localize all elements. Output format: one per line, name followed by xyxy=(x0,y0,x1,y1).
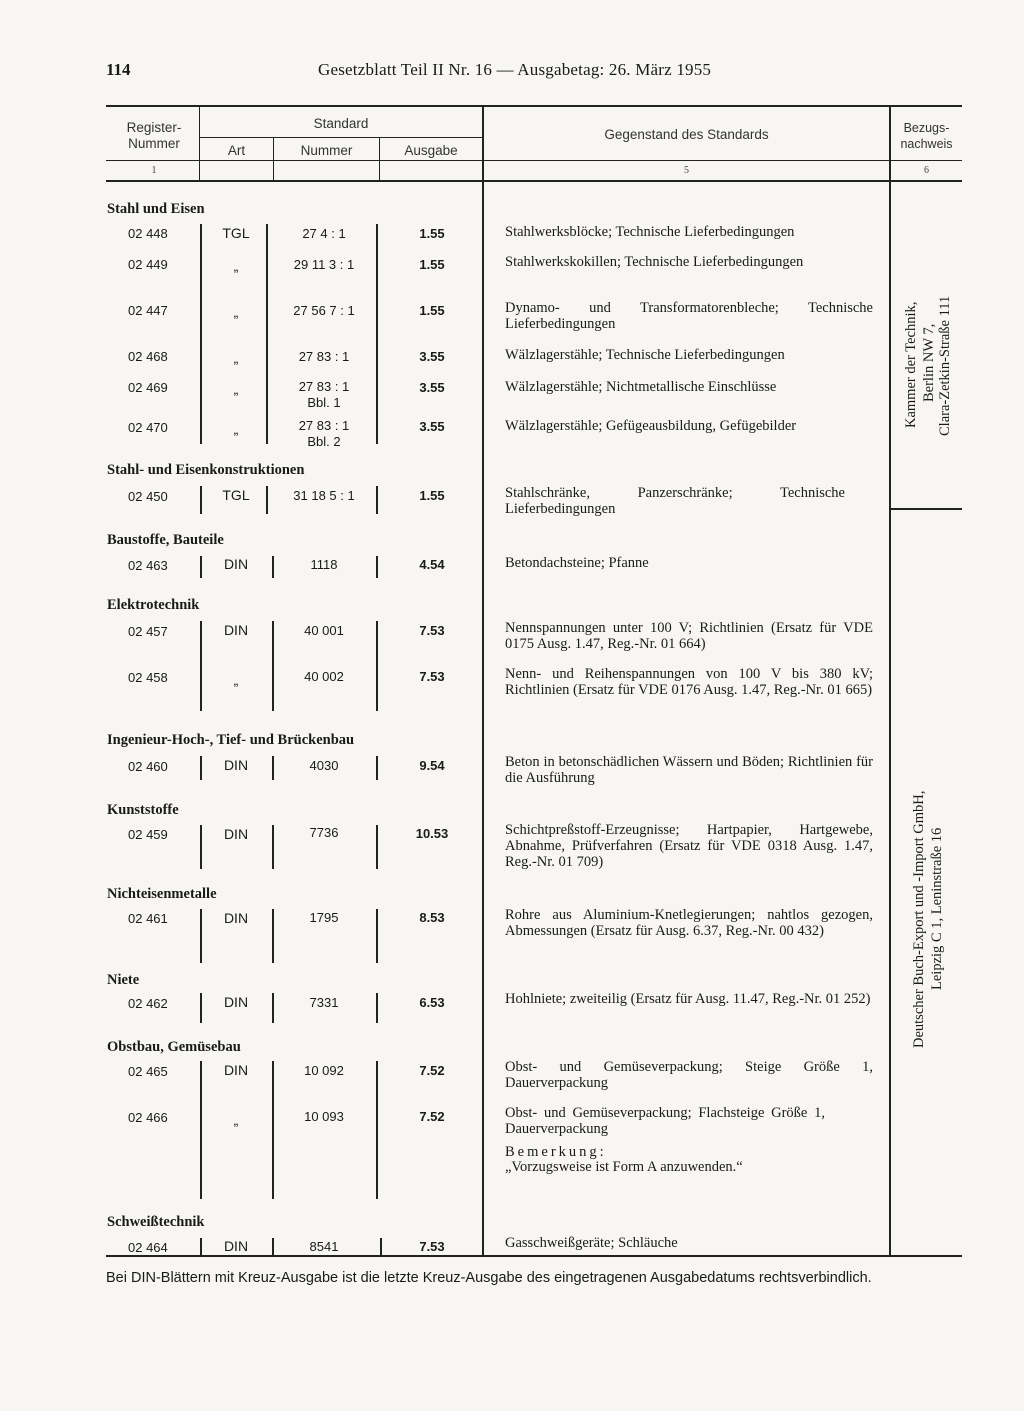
standard-ausgabe: 10.53 xyxy=(415,826,449,841)
colnum-1: 1 xyxy=(151,165,157,176)
standard-number: 4030 xyxy=(309,758,339,773)
register-number: 02 457 xyxy=(128,624,168,639)
standard-ausgabe: 1.55 xyxy=(419,488,445,503)
standard-subject: Wälzlagerstähle; Technische Lieferbedingungen xyxy=(505,347,785,363)
bracket-line xyxy=(380,1238,382,1256)
bezug-dbi-line2: Leipzig C 1, Leninstraße 16 xyxy=(929,827,945,990)
standard-number: 27 56 7 : 1 xyxy=(293,303,355,318)
bracket-line xyxy=(200,1061,202,1199)
standard-number: 7331 xyxy=(309,995,339,1010)
standard-ausgabe: 4.54 xyxy=(419,557,445,572)
register-number: 02 447 xyxy=(128,303,168,318)
standard-subject: Betondachsteine; Pfanne xyxy=(505,555,649,571)
bracket-line xyxy=(266,224,268,444)
bracket-line xyxy=(200,909,202,963)
register-number: 02 450 xyxy=(128,489,168,504)
bracket-line xyxy=(200,756,202,780)
bracket-line xyxy=(200,556,202,578)
remark-label: Bemerkung: xyxy=(505,1144,607,1160)
bracket-line xyxy=(266,486,268,514)
section-heading: Ingenieur-Hoch-, Tief- und Brückenbau xyxy=(107,732,355,748)
bracket-line xyxy=(376,486,378,514)
th-standard: Standard xyxy=(313,116,369,131)
standard-ausgabe: 9.54 xyxy=(419,758,445,773)
register-number: 02 462 xyxy=(128,996,168,1011)
bracket-line xyxy=(376,556,378,578)
standard-subject: Schichtpreßstoff-Erzeugnisse; Hartpapier, Hartgewebe, Abnahme, Prüfverfahren (Ersatz für VDE 0318 Ausg. 1.47, Reg.-Nr. 01 709) xyxy=(505,822,873,870)
bracket-line xyxy=(376,224,378,444)
bracket-line xyxy=(200,825,202,869)
register-number: 02 465 xyxy=(128,1064,168,1079)
standard-art: TGL xyxy=(222,487,250,503)
standard-art: DIN xyxy=(223,826,249,842)
bracket-line xyxy=(272,909,274,963)
standard-number: 29 11 3 : 1 xyxy=(293,257,355,272)
remark-text: „Vorzugsweise ist Form A anzuwenden.“ xyxy=(505,1159,743,1175)
standard-ausgabe: 1.55 xyxy=(419,226,445,241)
standard-art: „ xyxy=(233,304,239,320)
standard-number: 10 092 xyxy=(304,1063,344,1078)
standard-subject: Hohlniete; zweiteilig (Ersatz für Ausg. 11.47, Reg.-Nr. 01 252) xyxy=(505,991,871,1007)
bezug-kdt-line3: Clara-Zetkin-Straße 111 xyxy=(937,295,953,436)
standard-ausgabe: 6.53 xyxy=(419,995,445,1010)
standard-ausgabe: 7.53 xyxy=(419,669,445,684)
section-heading: Niete xyxy=(107,972,140,988)
section-heading: Stahl und Eisen xyxy=(107,201,205,217)
register-number: 02 448 xyxy=(128,226,168,241)
bracket-line xyxy=(376,993,378,1023)
standard-art: „ xyxy=(233,350,239,366)
standard-ausgabe: 7.53 xyxy=(419,1239,445,1254)
standard-ausgabe: 1.55 xyxy=(419,303,445,318)
standard-art: „ xyxy=(233,258,239,274)
standard-ausgabe: 3.55 xyxy=(419,419,445,434)
col-sep-5 xyxy=(889,107,891,1255)
section-heading: Nichteisenmetalle xyxy=(107,886,217,902)
standard-subject: Nenn- und Reihenspannungen von 100 V bis 380 kV; Richtlinien (Ersatz für VDE 0176 Ausg. 1.47, Reg.-Nr. 01 665) xyxy=(505,666,873,698)
bracket-line xyxy=(200,486,202,514)
page-header xyxy=(106,60,962,88)
standard-ausgabe: 3.55 xyxy=(419,380,445,395)
colnum-rule xyxy=(106,160,962,161)
section-heading: Elektrotechnik xyxy=(107,597,200,613)
register-number: 02 466 xyxy=(128,1110,168,1125)
bracket-line xyxy=(200,1238,202,1256)
standard-art: „ xyxy=(233,421,239,437)
standard-art: „ xyxy=(233,672,239,688)
section-heading: Stahl- und Eisenkonstruktionen xyxy=(107,462,305,478)
register-number: 02 469 xyxy=(128,380,168,395)
standard-subject: Rohre aus Aluminium-Knetlegierungen; nahtlos gezogen, Abmessungen (Ersatz für Ausg. 6.37, Reg.-Nr. 00 432) xyxy=(505,907,873,939)
top-rule xyxy=(106,105,962,107)
th-gegenstand: Gegenstand des Standards xyxy=(604,127,769,142)
standard-ausgabe: 7.52 xyxy=(419,1109,445,1124)
standard-number: 27 4 : 1 xyxy=(302,226,346,241)
standard-number: 8541 xyxy=(309,1239,339,1254)
standard-art: DIN xyxy=(223,910,249,926)
footnote: Bei DIN-Blättern mit Kreuz-Ausgabe ist die letzte Kreuz-Ausgabe des eingetragenen Ausgabedatums rechtsverbindlich. xyxy=(106,1270,872,1286)
standard-subject: Wälzlagerstähle; Nichtmetallische Einschlüsse xyxy=(505,379,777,395)
standard-subject: Dynamo- und Transformatorenbleche; Technische Lieferbedingungen xyxy=(505,300,873,332)
bezug-kdt-line2: Berlin NW 7, xyxy=(921,323,937,402)
standard-art: DIN xyxy=(223,1062,249,1078)
standard-ausgabe: 7.52 xyxy=(419,1063,445,1078)
standard-art: DIN xyxy=(223,757,249,773)
th-register: Register- Nummer xyxy=(126,120,182,151)
bezug-kdt-line1: Kammer der Technik, xyxy=(903,301,919,428)
bracket-line xyxy=(376,909,378,963)
standard-subject: Wälzlagerstähle; Gefügeausbildung, Gefügebilder xyxy=(505,418,797,434)
page-title: Gesetzblatt Teil II Nr. 16 — Ausgabetag: 26. März 1955 xyxy=(318,60,712,79)
section-heading: Baustoffe, Bauteile xyxy=(107,532,224,548)
section-heading: Kunststoffe xyxy=(107,802,179,818)
standard-ausgabe: 1.55 xyxy=(419,257,445,272)
standard-number: 27 83 : 1 Bbl. 2 xyxy=(298,418,350,449)
standard-number: 40 002 xyxy=(304,669,344,684)
bracket-line xyxy=(200,621,202,711)
register-number: 02 458 xyxy=(128,670,168,685)
standard-art: DIN xyxy=(223,1238,249,1254)
bracket-line xyxy=(376,825,378,869)
bracket-line xyxy=(272,621,274,711)
bracket-line xyxy=(272,756,274,780)
standard-number: 7736 xyxy=(309,825,339,840)
standard-number: 31 18 5 : 1 xyxy=(293,488,355,503)
section-heading: Obstbau, Gemüsebau xyxy=(107,1039,241,1055)
header-bottom-rule xyxy=(106,180,962,182)
bracket-line xyxy=(272,1061,274,1199)
section-heading: Schweißtechnik xyxy=(107,1214,205,1230)
standard-art: DIN xyxy=(223,622,249,638)
standard-subject: Stahlschränke, Panzerschränke; Technische Lieferbedingungen xyxy=(505,485,845,517)
bracket-line xyxy=(376,621,378,711)
bracket-line xyxy=(272,1238,274,1256)
standard-number: 1795 xyxy=(309,910,339,925)
standard-art: „ xyxy=(233,1112,239,1128)
register-number: 02 470 xyxy=(128,420,168,435)
standard-number: 27 83 : 1 Bbl. 1 xyxy=(298,379,350,410)
colnum-6: 6 xyxy=(924,165,929,176)
register-number: 02 464 xyxy=(128,1240,168,1255)
standard-subject: Gasschweißgeräte; Schläuche xyxy=(505,1235,678,1251)
colnum-5: 5 xyxy=(684,165,689,176)
th-bezug: Bezugs- nachweis xyxy=(900,121,953,151)
register-number: 02 459 xyxy=(128,827,168,842)
bezug-dbi-line1: Deutscher Buch-Export und -Import GmbH, xyxy=(911,790,927,1048)
standard-art: DIN xyxy=(223,556,249,572)
register-number: 02 449 xyxy=(128,257,168,272)
bracket-line xyxy=(376,756,378,780)
standard-number: 10 093 xyxy=(304,1109,344,1124)
standard-number: 40 001 xyxy=(304,623,344,638)
standard-sub-rule xyxy=(200,137,482,138)
standard-art: TGL xyxy=(222,225,250,241)
standard-art: „ xyxy=(233,381,239,397)
register-number: 02 461 xyxy=(128,911,168,926)
bezug-divider xyxy=(889,508,962,510)
th-nummer: Nummer xyxy=(300,143,353,158)
standard-art: DIN xyxy=(223,994,249,1010)
standard-subject: Beton in betonschädlichen Wässern und Böden; Richtlinien für die Ausführung xyxy=(505,754,873,786)
standard-subject: Stahlwerksblöcke; Technische Lieferbedingungen xyxy=(505,224,795,240)
th-art: Art xyxy=(227,143,246,158)
bracket-line xyxy=(272,993,274,1023)
bracket-line xyxy=(200,224,202,444)
register-number: 02 468 xyxy=(128,349,168,364)
standard-subject: Obst- und Gemüseverpackung; Flachsteige Größe 1, Dauerverpackung xyxy=(505,1105,825,1137)
standard-ausgabe: 3.55 xyxy=(419,349,445,364)
register-number: 02 460 xyxy=(128,759,168,774)
standard-ausgabe: 7.53 xyxy=(419,623,445,638)
table-bottom-rule xyxy=(106,1255,962,1257)
standard-ausgabe: 8.53 xyxy=(419,910,445,925)
page-number: 114 xyxy=(106,60,131,79)
th-ausgabe: Ausgabe xyxy=(404,143,458,158)
standard-number: 1118 xyxy=(310,557,338,572)
standard-number: 27 83 : 1 xyxy=(298,349,350,364)
bracket-line xyxy=(200,993,202,1023)
bracket-line xyxy=(272,825,274,869)
bracket-line xyxy=(272,556,274,578)
standard-subject: Nennspannungen unter 100 V; Richtlinien (Ersatz für VDE 0175 Ausg. 1.47, Reg.-Nr. 01 664) xyxy=(505,620,873,652)
col-sep-4 xyxy=(482,107,484,1255)
bracket-line xyxy=(376,1061,378,1199)
standard-subject: Obst- und Gemüseverpackung; Steige Größe 1, Dauerverpackung xyxy=(505,1059,873,1091)
register-number: 02 463 xyxy=(128,558,168,573)
standard-subject: Stahlwerkskokillen; Technische Lieferbedingungen xyxy=(505,254,804,270)
